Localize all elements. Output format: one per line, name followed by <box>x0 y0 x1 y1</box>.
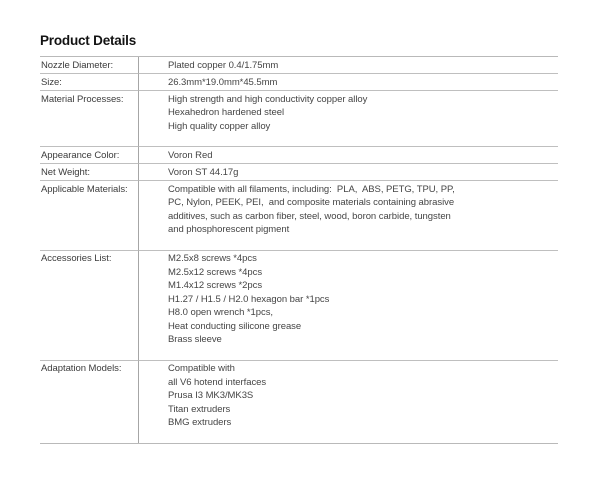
row-value <box>139 361 558 443</box>
value-line: M2.5x12 screws *4pcs <box>168 266 263 278</box>
value-line: High quality copper alloy <box>168 120 271 132</box>
value-line: High strength and high conductivity copper alloy <box>168 93 368 105</box>
product-details-table <box>40 56 558 444</box>
row-value <box>139 74 558 91</box>
value-line: Brass sleeve <box>168 334 222 345</box>
row-label: Adaptation Models: <box>40 361 139 443</box>
table-row <box>40 164 558 181</box>
value-line: H8.0 open wrench *1pcs, <box>168 307 273 318</box>
table-row <box>40 74 558 91</box>
value-line: 26.3mm*19.0mm*45.5mm <box>168 76 278 88</box>
row-value <box>139 147 558 164</box>
value-line: Compatible with <box>168 363 235 374</box>
value-line: all V6 hotend interfaces <box>168 376 267 388</box>
row-label: Nozzle Diameter: <box>40 57 139 74</box>
table-row <box>40 251 558 361</box>
value-line: Plated copper 0.4/1.75mm <box>168 59 279 71</box>
row-label: Applicable Materials: <box>40 181 139 251</box>
value-line: Voron Red <box>168 149 213 161</box>
value-line: additives, such as carbon fiber, steel, wood, boron carbide, tungsten <box>168 210 451 222</box>
table-row <box>40 57 558 74</box>
value-line: Prusa I3 MK3/MK3S <box>168 390 254 401</box>
value-line: M2.5x8 screws *4pcs <box>168 253 257 264</box>
value-line: Hexahedron hardened steel <box>168 107 285 118</box>
row-value <box>139 251 558 361</box>
table-row <box>40 361 558 443</box>
value-line: Voron ST 44.17g <box>168 166 239 178</box>
row-value <box>139 57 558 74</box>
row-value <box>139 164 558 181</box>
value-line: Titan extruders <box>168 403 231 415</box>
row-label: Net Weight: <box>40 164 139 181</box>
table-row <box>40 91 558 147</box>
table-row <box>40 181 558 251</box>
value-line: and phosphorescent pigment <box>168 224 290 235</box>
value-line: Compatible with all filaments, including: PLA, ABS, PETG, TPU, PP, <box>168 183 455 195</box>
page-title: Product Details <box>40 33 137 48</box>
value-line: PC, Nylon, PEEK, PEI, and composite materials containing abrasive <box>168 197 455 208</box>
row-value <box>139 91 558 147</box>
value-line: BMG extruders <box>168 417 232 428</box>
row-label: Accessories List: <box>40 251 139 361</box>
value-line: H1.27 / H1.5 / H2.0 hexagon bar *1pcs <box>168 293 330 305</box>
table-row <box>40 147 558 164</box>
value-line: Heat conducting silicone grease <box>168 320 302 332</box>
row-label: Size: <box>40 74 139 91</box>
row-label: Material Processes: <box>40 91 139 147</box>
row-label: Appearance Color: <box>40 147 139 164</box>
value-line: M1.4x12 screws *2pcs <box>168 280 263 291</box>
row-value <box>139 181 558 251</box>
